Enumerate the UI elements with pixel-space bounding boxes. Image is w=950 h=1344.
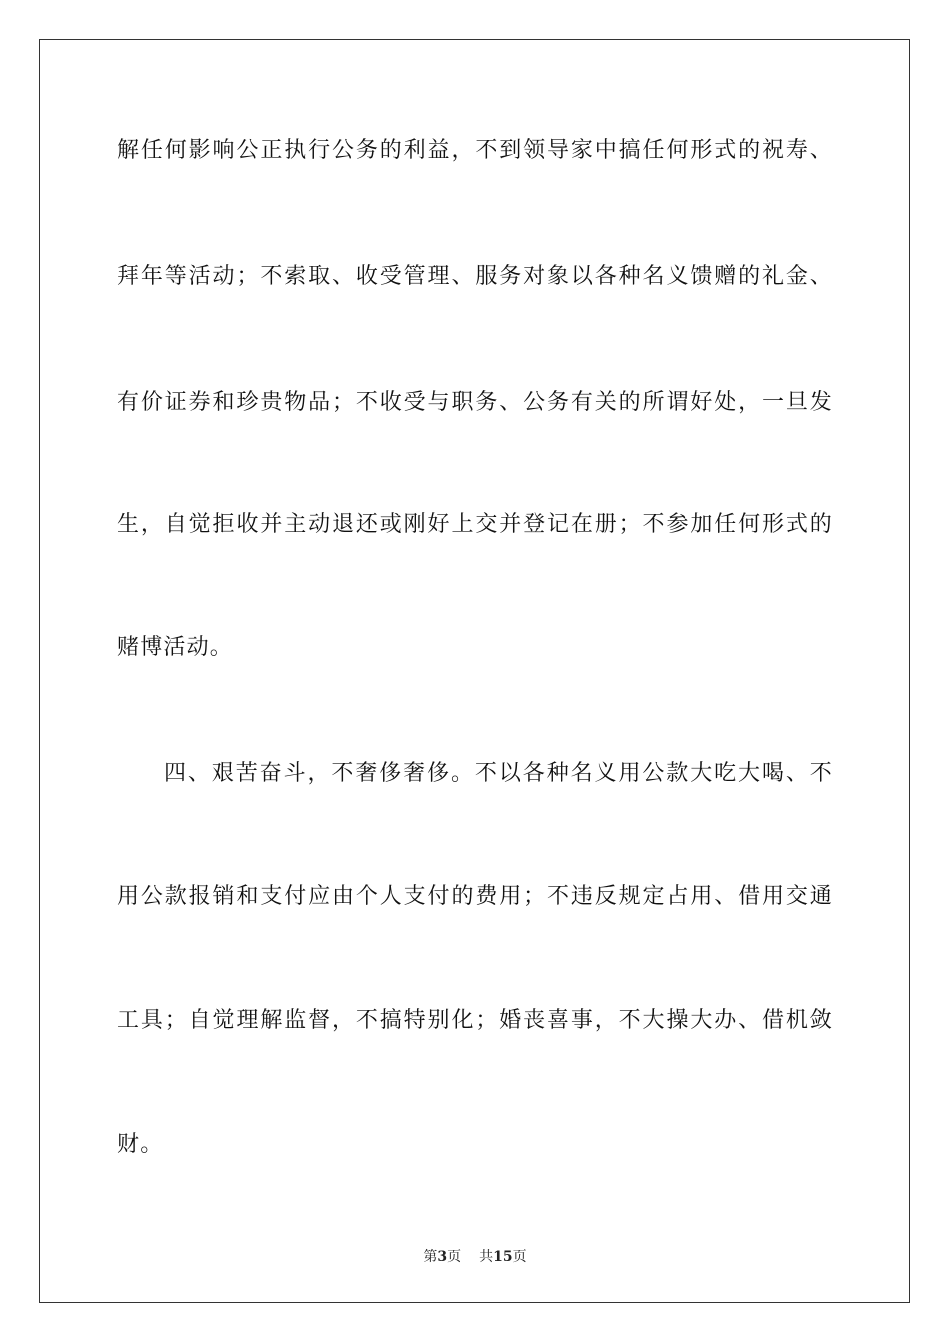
total-prefix: 共 [479, 1249, 494, 1265]
page-footer [0, 1247, 950, 1267]
body-line-2: 拜年等活动；不索取、收受管理、服务对象以各种名义馈赠的礼金、 [117, 264, 833, 289]
page-prefix: 第 [423, 1249, 438, 1265]
body-line-3: 有价证券和珍贵物品；不收受与职务、公务有关的所谓好处，一旦发 [117, 390, 833, 415]
page-suffix: 页 [447, 1249, 462, 1265]
page-border [39, 39, 910, 1303]
body-line-1: 解任何影响公正执行公务的利益，不到领导家中搞任何形式的祝寿、 [117, 138, 833, 163]
paragraph-four-line-2: 用公款报销和支付应由个人支付的费用；不违反规定占用、借用交通 [117, 884, 833, 909]
body-line-4: 生，自觉拒收并主动退还或刚好上交并登记在册；不参加任何形式的 [117, 512, 833, 537]
page-number: 3 [437, 1249, 448, 1265]
paragraph-four-line-4: 财。 [117, 1132, 164, 1157]
paragraph-four-line-3: 工具；自觉理解监督，不搞特别化；婚丧喜事，不大操大办、借机敛 [117, 1008, 833, 1033]
total-pages: 15 [493, 1249, 513, 1265]
paragraph-four-line-1: 四、艰苦奋斗，不奢侈奢侈。不以各种名义用公款大吃大喝、不 [164, 761, 833, 786]
body-line-5: 赌博活动。 [117, 635, 234, 660]
total-suffix: 页 [512, 1249, 527, 1265]
